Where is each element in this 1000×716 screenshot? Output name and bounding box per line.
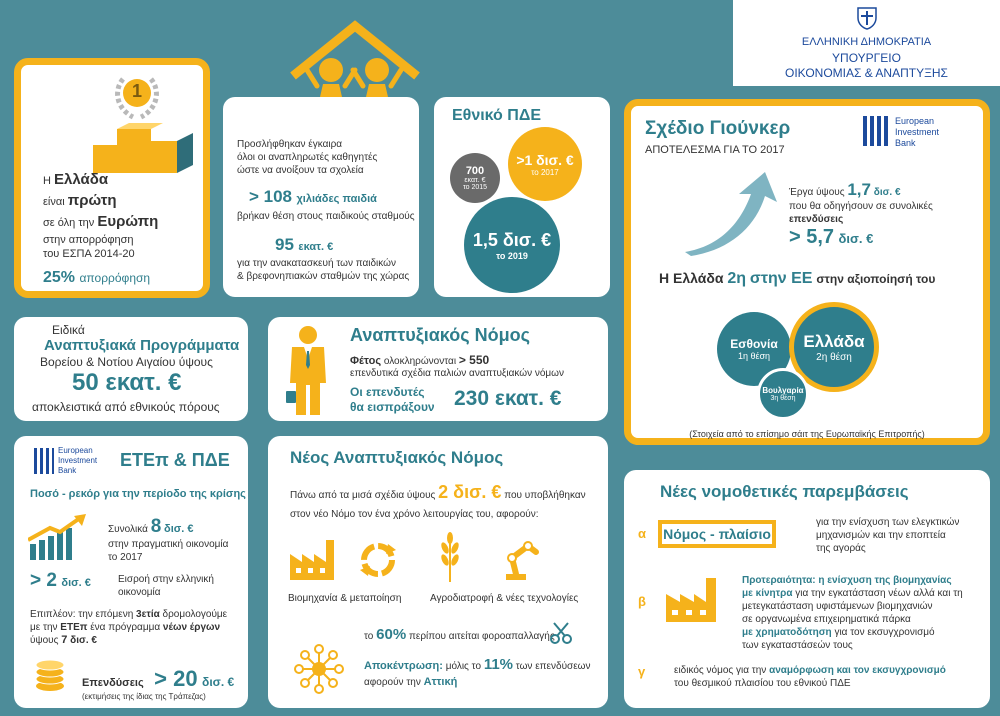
greece-name: Ελλάδα (803, 331, 865, 351)
eib-name-3: Bank (895, 138, 916, 148)
etep-tot-b: 8 (150, 516, 162, 537)
pde-2017-value: >1 δισ. € (516, 151, 574, 168)
etep-title: ΕΤΕπ & ΠΔΕ (120, 450, 230, 470)
eib-flag-icon (863, 116, 889, 146)
etep-eib-flag-icon (34, 448, 54, 474)
kids-count: > 108 (249, 187, 293, 206)
etep-in-d: οικονομία (118, 587, 161, 598)
etep-more8: ύψους (30, 635, 59, 646)
kids-sub: βρήκαν θέση στους παιδικούς σταθμούς (237, 211, 415, 222)
eib-name-1: European (895, 116, 935, 126)
absorption-label: απορρόφηση (79, 271, 151, 285)
reform-c1: ειδικός νόμος για την (674, 665, 767, 676)
juncker-subtitle: ΑΠΟΤΕΛΕΣΜΑ ΓΙΑ ΤΟ 2017 (645, 144, 785, 156)
first-l4: στην απορρόφηση (43, 234, 134, 246)
pde-2015-value: 700 (465, 165, 485, 177)
devlaw-title: Αναπτυξιακός Νόμος (350, 325, 530, 345)
estonia-name: Εσθονία (730, 337, 778, 351)
etep-inv-b: > 20 (154, 666, 198, 691)
reform-b6: με χρηματοδότηση (742, 627, 832, 638)
reform-b8: των εγκαταστάσεών τους (742, 640, 853, 651)
rank-b: 2η (727, 270, 747, 287)
newlaw-s1: Βιομηχανία & μεταποίηση (288, 593, 402, 604)
etep-more1: Επιπλέον: την επόμενη (30, 609, 134, 620)
reform-b-mark: β (638, 594, 646, 609)
reform-a3: της αγοράς (816, 543, 866, 554)
reform-b3: για την εγκατάσταση νέων αλλά και τη (795, 588, 963, 599)
etep-eib-2: Investment (58, 456, 98, 465)
schools-t2: όλοι οι αναπληρωτές καθηγητές (237, 152, 378, 163)
growth-arrow-icon (681, 172, 781, 256)
newlaw-d4: των επενδύσεων (515, 661, 591, 672)
etep-record: Ποσό - ρεκόρ για την περίοδο της κρίσης (30, 488, 246, 500)
newlaw-i2: 2 δισ. € (438, 482, 502, 502)
newlaw-i1: Πάνω από τα μισά σχέδια ύψους (290, 490, 436, 501)
newlaw-i4: στον νέο Νόμο τον ένα χρόνο λειτουργίας του, αφορούν: (290, 509, 539, 520)
devlaw-l1a: Φέτος (350, 355, 382, 367)
schools-t3: ώστε να ανοίξουν τα σχολεία (237, 165, 364, 176)
pde-2019-year: το 2019 (496, 250, 528, 261)
etep-more2: 3ετία (136, 609, 160, 620)
pde-2019-value: 1,5 δισ. € (472, 229, 552, 250)
first-l1b: Ελλάδα (54, 171, 109, 188)
etep-more9: 7 (61, 634, 68, 646)
network-nodes-icon (294, 644, 344, 694)
etep-inv-c: δισ. € (202, 675, 235, 689)
juncker-source: (Στοιχεία από το επίσημο σάιτ της Ευρωπαϊκής Επιτροπής) (689, 429, 925, 439)
etep-tot-a: Συνολικά (108, 524, 148, 535)
scissors-icon (550, 622, 572, 644)
first-l1a: Η (43, 175, 51, 187)
etep-tot-c: δισ. € (164, 523, 194, 535)
etep-more3: δρομολογούμε (162, 609, 228, 620)
aegean-amount: 50 εκατ. € (72, 369, 182, 396)
header-line-1: ΕΛΛΗΝΙΚΗ ΔΗΜΟΚΡΑΤΙΑ (801, 36, 932, 48)
etep-eib-1: European (58, 446, 93, 455)
podium-icon (93, 123, 203, 173)
factory-icon (288, 536, 338, 580)
newlaw-g3: περίπου αιτείται φοροαπαλλαγής (408, 631, 555, 642)
pde-2017-circle (508, 127, 582, 201)
pde-2015-circle (450, 153, 500, 203)
aegean-l2: Αναπτυξιακά Προγράμματα (44, 337, 240, 354)
national-pde-card (434, 97, 610, 297)
etep-in-b: δισ. € (61, 577, 91, 589)
laurel-medal-icon (109, 69, 165, 123)
devlaw-l3: Οι επενδυτές (350, 385, 425, 399)
juncker-p3: επενδύσεις (789, 214, 844, 225)
rank-d: στην αξιοποίησή του (816, 272, 936, 286)
eib-logo (863, 114, 963, 152)
juncker-p1c: δισ. € (873, 187, 901, 198)
legislative-reforms-card (624, 470, 990, 708)
reform-b7: για τον εκσυγχρονισμό (834, 627, 935, 638)
devlaw-l1c: > 550 (458, 353, 490, 367)
newlaw-i3: που υποβλήθηκαν (504, 490, 586, 501)
etep-inv-a: Επενδύσεις (82, 677, 144, 689)
eib-name-2: Investment (895, 127, 940, 137)
etep-pde-card (14, 436, 248, 708)
etep-more5: ΕΤΕπ (60, 622, 88, 633)
reform-a1: για την ενίσχυση των ελεγκτικών (816, 517, 960, 528)
renovation-unit: εκατ. € (298, 241, 334, 253)
greek-emblem-icon (856, 6, 878, 30)
newlaw-s2: Αγροδιατροφή & νέες τεχνολογίες (430, 593, 579, 604)
devlaw-amount: 230 εκατ. € (454, 387, 562, 410)
pde-2015-year: το 2015 (462, 184, 488, 191)
rank-number: 1 (131, 81, 142, 101)
etep-tot-d: στην πραγματική οικονομία (108, 539, 229, 550)
new-development-law-card (268, 436, 608, 708)
newlaw-d1: Αποκέντρωση: (364, 660, 443, 672)
newlaw-g2: 60% (376, 626, 407, 643)
juncker-plan-card (624, 99, 990, 445)
first-in-europe-card (14, 58, 210, 298)
schools-t1: Προσλήφθηκαν έγκαιρα (237, 139, 343, 150)
aegean-l4: αποκλειστικά από εθνικούς πόρους (32, 400, 220, 414)
devlaw-l2: επενδυτικά σχέδια παλιών αναπτυξιακών νόμων (350, 368, 564, 379)
rising-bars-icon (28, 514, 88, 560)
bulgaria-pos: 3η θέση (770, 395, 796, 402)
etep-more6: ένα πρόγραμμα (90, 622, 161, 633)
rank-a: Η Ελλάδα (659, 270, 724, 286)
kids-label: χιλιάδες παιδιά (296, 193, 377, 205)
reforms-title: Νέες νομοθετικές παρεμβάσεις (660, 482, 909, 501)
etep-eib-logo (34, 446, 114, 478)
bulgaria-circle (757, 368, 809, 420)
wheat-icon (438, 532, 462, 582)
etep-eib-3: Bank (58, 466, 77, 475)
newlaw-d3: 11% (483, 656, 514, 673)
reform-a2: μηχανισμών και την εποπτεία (816, 530, 946, 541)
aegean-card (14, 317, 248, 421)
bulgaria-name: Βουλγαρία (762, 386, 804, 395)
coins-icon (34, 658, 66, 692)
renovation-amount: 95 (275, 235, 294, 254)
etep-more7: νέων έργων (162, 622, 221, 633)
pde-2017-year: το 2017 (531, 167, 559, 177)
etep-in-a: > 2 (30, 570, 57, 591)
etep-more4: με την (30, 622, 58, 633)
juncker-p1a: Έργα ύψους (789, 187, 845, 198)
juncker-title: Σχέδιο Γιούνκερ (645, 118, 791, 139)
reform-c3: του θεσμικού πλαισίου του εθνικού ΠΔΕ (674, 678, 851, 689)
first-l2b: πρώτη (67, 192, 117, 209)
first-l5: του ΕΣΠΑ 2014-20 (43, 248, 135, 260)
juncker-p1b: 1,7 (847, 180, 871, 199)
reform-c-mark: γ (638, 664, 646, 679)
development-law-card (268, 317, 608, 421)
newlaw-d2: μόλις το (445, 661, 482, 672)
pde-2015-unit: εκατ. € (464, 177, 486, 184)
reform-b4: μετεγκατάσταση υφιστάμενων βιομηχανιών (742, 601, 933, 612)
renovation-a1: για την ανακατασκευή των παιδικών (237, 258, 396, 269)
devlaw-l1b: ολοκληρώνονται (383, 356, 457, 367)
pde-2019-circle (464, 197, 560, 293)
juncker-p2: που θα οδηγήσουν σε συνολικές (789, 201, 933, 212)
etep-in-c: Εισροή στην ελληνική (118, 574, 214, 585)
newlaw-d5: αφορούν την (364, 677, 421, 688)
aegean-l1: Ειδικά (52, 323, 85, 337)
etep-more10: δισ. € (70, 635, 97, 646)
schools-card (223, 97, 419, 297)
businessman-icon (286, 325, 330, 415)
aegean-l3: Βορείου & Νοτίου Αιγαίου ύψους (40, 355, 213, 369)
reform-b1: Προτεραιότητα: η ενίσχυση της βιομηχανίας (742, 575, 952, 586)
newlaw-g1: το (364, 631, 374, 642)
robot-arm-icon (502, 536, 542, 580)
first-l3a: σε όλη την (43, 217, 95, 229)
reform-b5: σε οργανωμένα επιχειρηματικά πάρκα (742, 614, 911, 625)
etep-note: (εκτιμήσεις της ίδιας της Τράπεζας) (82, 692, 206, 701)
newlaw-d6: Αττική (423, 676, 458, 688)
recycle-arrows-icon (358, 540, 398, 580)
reform-a-mark: α (638, 526, 646, 541)
greece-pos: 2η θέση (816, 351, 852, 363)
estonia-pos: 1η θέση (737, 351, 771, 361)
header-line-3: ΟΙΚΟΝΟΜΙΑΣ & ΑΝΑΠΤΥΞΗΣ (785, 66, 948, 80)
first-l3b: Ευρώπη (97, 213, 159, 230)
reform-c2: αναμόρφωση και τον εκσυγχρονισμό (769, 665, 946, 676)
juncker-total-unit: δισ. € (838, 231, 874, 246)
juncker-total: > 5,7 (789, 226, 835, 248)
absorption-percent: 25% (43, 269, 76, 286)
framework-law-box: Νόμος - πλαίσιο (658, 520, 776, 548)
ministry-header (733, 0, 1000, 86)
devlaw-l4: θα εισπράξουν (350, 400, 435, 414)
renovation-a2: & βρεφονηπιακών σταθμών της χώρας (237, 271, 410, 282)
reform-b2: με κίνητρα (742, 588, 793, 599)
newlaw-title: Νέος Αναπτυξιακός Νόμος (290, 448, 504, 467)
reform-factory-icon (664, 574, 720, 622)
rank-c: στην ΕΕ (749, 270, 813, 287)
etep-tot-e: το 2017 (108, 552, 143, 563)
pde-title: Εθνικό ΠΔΕ (452, 107, 541, 124)
first-l2a: είναι (43, 196, 65, 208)
header-line-2: ΥΠΟΥΡΓΕΙΟ (832, 51, 901, 65)
